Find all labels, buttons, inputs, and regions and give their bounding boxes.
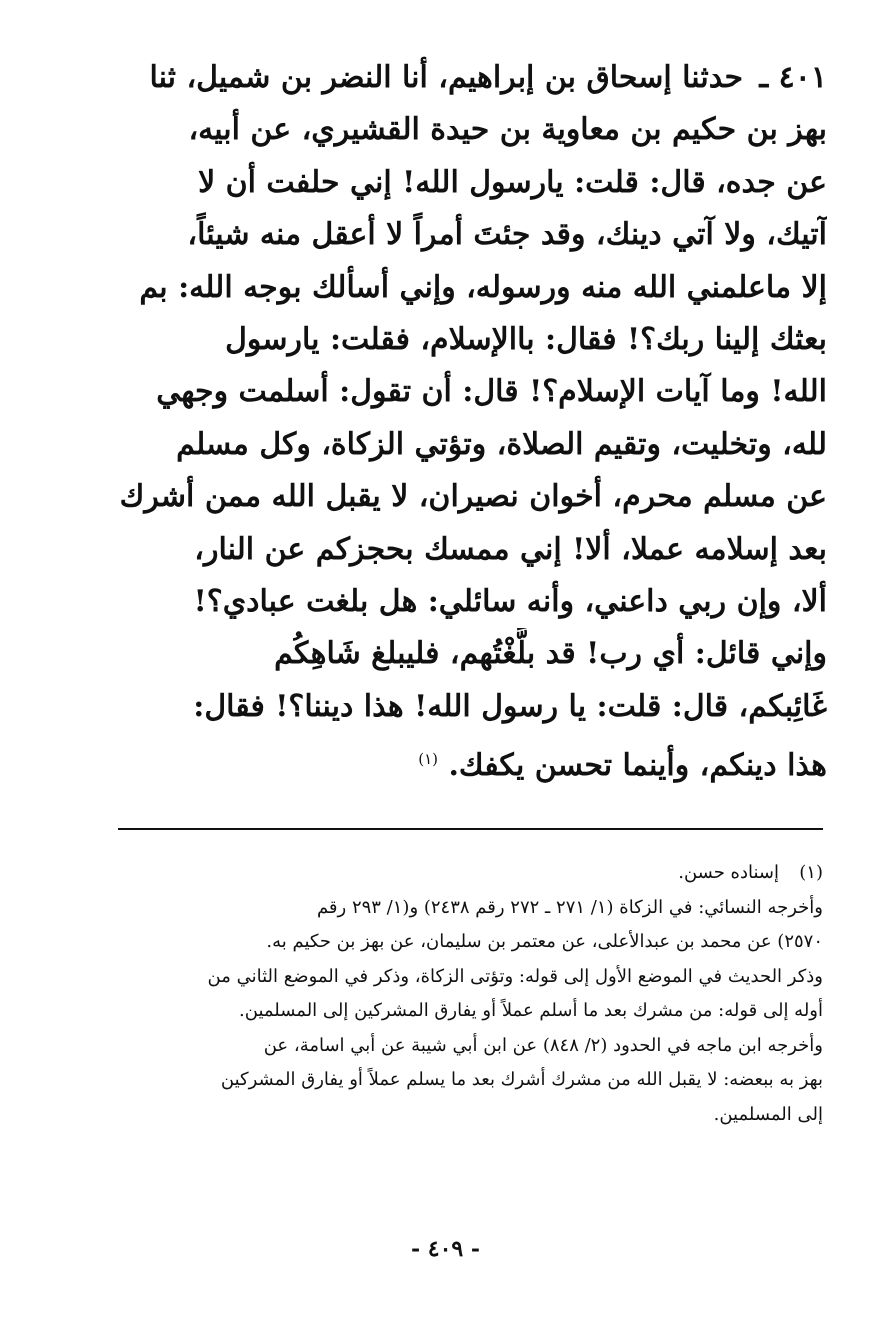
footnote-marker: (١) xyxy=(799,862,823,883)
hadith-number: ٤٠١ ـ xyxy=(759,60,827,95)
hadith-line: وإني قائل: أي رب! قد بلَّغْتُهم، فليبلغ شَاهِكُم xyxy=(274,636,827,672)
hadith-last-line xyxy=(67,733,827,785)
footnote-line: إلى المسلمين. xyxy=(713,1103,823,1125)
footnotes xyxy=(113,856,823,1132)
hadith-line: بعثك إلينا ربك؟! فقال: باالإسلام، فقلت: يارسول xyxy=(225,321,827,357)
hadith-line: إلا ماعلمني الله منه ورسوله، وإني أسألك بوجه الله: بم xyxy=(139,269,827,305)
footnote-line: وأخرجه النسائي: في الزكاة (١/ ٢٧١ ـ ٢٧٢ رقم ٢٤٣٨) و(١/ ٢٩٣ رقم xyxy=(316,896,823,918)
hadith-line: غَائِبكم، قال: قلت: يا رسول الله! هذا ديننا؟! فقال: xyxy=(193,688,827,724)
footnote-line: إسناده حسن. xyxy=(678,862,779,883)
hadith-line: آتيك، ولا آتي دينك، وقد جئتَ أمراً لا أعقل منه شيئاً، xyxy=(187,217,827,253)
hadith-text xyxy=(67,52,827,785)
footnote-divider xyxy=(118,828,823,830)
hadith-line: الله! وما آيات الإسلام؟! قال: أن تقول: أسلمت وجهي xyxy=(156,374,827,410)
hadith-line: هذا دينكم، وأينما تحسن يكفك. xyxy=(448,748,827,784)
hadith-line: عن جده، قال: قلت: يارسول الله! إني حلفت أن لا xyxy=(198,164,827,200)
footnote-line: وذكر الحديث في الموضع الأول إلى قوله: وتؤتى الزكاة، وذكر في الموضع الثاني من xyxy=(207,965,823,987)
hadith-line: عن مسلم محرم، أخوان نصيران، لا يقبل الله ممن أشرك xyxy=(119,479,827,515)
footnote-line: بهز به ببعضه: لا يقبل الله من مشرك أشرك بعد ما يسلم عملاً أو يفارق المشركين xyxy=(220,1069,823,1090)
hadith-line: بعد إسلامه عملا، ألا! إني ممسك بحجزكم عن النار، xyxy=(194,531,827,567)
hadith-line: حدثنا إسحاق بن إبراهيم، أنا النضر بن شميل، ثنا xyxy=(149,60,743,95)
footnote-line: وأخرجه ابن ماجه في الحدود (٢/ ٨٤٨) عن ابن أبي شيبة عن أبي اسامة، عن xyxy=(263,1034,823,1056)
hadith-line: لله، وتخليت، وتقيم الصلاة، وتؤتي الزكاة، وكل مسلم xyxy=(176,426,827,462)
hadith-line: بهز بن حكيم بن معاوية بن حيدة القشيري، عن أبيه، xyxy=(188,112,827,148)
footnote-reference[interactable]: (١) xyxy=(418,750,439,769)
footnote-line: ٢٥٧٠) عن محمد بن عبدالأعلى، عن معتمر بن سليمان، عن بهز بن حكيم به. xyxy=(266,931,823,952)
page-number: - ٤٠٩ - xyxy=(410,1236,481,1262)
hadith-line: ألا، وإن ربي داعني، وأنه سائلي: هل بلغت عبادي؟! xyxy=(193,583,827,619)
footnote-line: أوله إلى قوله: من مشرك بعد ما أسلم عملاً أو يفارق المشركين إلى المسلمين. xyxy=(239,1000,823,1021)
